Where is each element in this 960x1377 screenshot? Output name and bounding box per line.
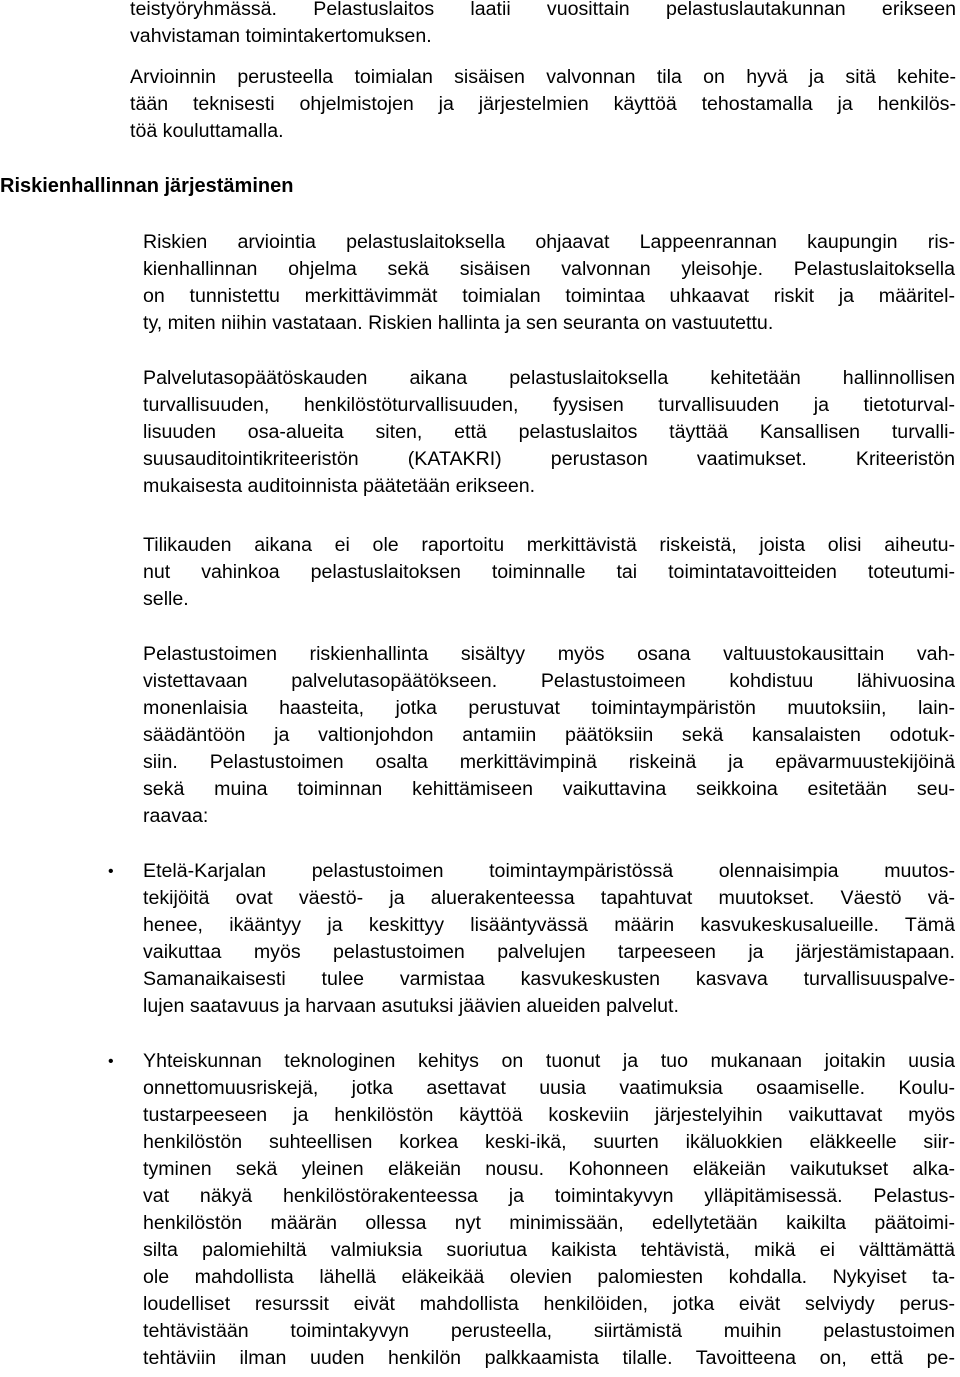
- text-line: suusauditointikriteeristön (KATAKRI) perustason vaatimukset. Kriteeristön: [143, 448, 955, 470]
- text-line: lujen saatavuus ja harvaan asutuksi jäävien alueiden palvelut.: [143, 995, 679, 1017]
- text-line: tustarpeeseen ja henkilöstön käyttöä koskeviin järjestelyihin vaikuttavat myös: [143, 1104, 955, 1126]
- text-line: tehtäviin ilman uuden henkilön palkkaamista tilalle. Tavoitteena on, että pe-: [143, 1347, 955, 1369]
- text-line: onnettomuusriskejä, jotka asettavat uusia vaatimuksia osaamiselle. Koulu-: [143, 1077, 955, 1099]
- text-line: mukaisesta auditoinnista päätetään erikseen.: [143, 475, 536, 497]
- text-line: Etelä-Karjalan pelastustoimen toimintaympäristössä olennaisimpia muutos-: [143, 860, 955, 882]
- text-line: teistyöryhmässä. Pelastuslaitos laatii vuosittain pelastuslautakunnan erikseen: [130, 0, 956, 20]
- text-line: selle.: [143, 588, 189, 610]
- text-line: henkilöstön määrän ollessa nyt minimissään, edellytetään kaikilta päätoimi-: [143, 1212, 955, 1234]
- text-line: Samanaikaisesti tulee varmistaa kasvukeskusten kasvava turvallisuuspalve-: [143, 968, 955, 990]
- text-line: sekä muina toiminnan kehittämiseen vaikuttavina seikkoina esitetään seu-: [143, 778, 955, 800]
- text-line: säädäntöön ja valtionjohdon antamiin päätöksiin sekä kansalaisten odotuk-: [143, 724, 955, 746]
- text-line: ty, miten niihin vastataan. Riskien hallinta ja sen seuranta on vastuutettu.: [143, 312, 774, 334]
- text-line: monenlaisia haasteita, jotka perustuvat toimintaympäristön muutoksiin, lain-: [143, 697, 955, 719]
- text-line: ole mahdollista lähellä eläkeikää olevien palomiesten kohdalla. Nykyiset ta-: [143, 1266, 955, 1288]
- section-heading: Riskienhallinnan järjestäminen: [0, 175, 294, 197]
- bullet-icon: •: [108, 1053, 114, 1070]
- text-line: vahvistaman toimintakertomuksen.: [130, 25, 432, 47]
- text-line: Yhteiskunnan teknologinen kehitys on tuonut ja tuo mukanaan joitakin uusia: [143, 1050, 955, 1072]
- text-line: on tunnistettu merkittävimmät toimialan toimintaa uhkaavat riskit ja määritel-: [143, 285, 955, 307]
- text-line: kienhallinnan ohjelma sekä sisäisen valvonnan yleisohje. Pelastuslaitoksella: [143, 258, 955, 280]
- text-line: henee, ikääntyy ja keskittyy lisääntyvässä määrin kasvukeskusalueille. Tämä: [143, 914, 955, 936]
- text-line: Riskien arviointia pelastuslaitoksella ohjaavat Lappeenrannan kaupungin ris-: [143, 231, 955, 253]
- text-line: Arvioinnin perusteella toimialan sisäisen valvonnan tila on hyvä ja sitä kehite-: [130, 66, 956, 88]
- text-line: lisuuden osa-alueita siten, että pelastuslaitos täyttää Kansallisen turvalli-: [143, 421, 955, 443]
- text-line: silta palomiehiltä valmiuksia suoriutua kaikista tehtävistä, mikä ei välttämättä: [143, 1239, 955, 1261]
- text-line: loudelliset resurssit eivät mahdollista henkilöiden, jotka eivät selviydy perus-: [143, 1293, 955, 1315]
- bullet-icon: •: [108, 863, 114, 880]
- text-line: töä kouluttamalla.: [130, 120, 284, 142]
- text-line: Palvelutasopäätöskauden aikana pelastuslaitoksella kehitetään hallinnollisen: [143, 367, 955, 389]
- text-line: tekijöitä ovat väestö- ja aluerakenteessa tapahtuvat muutokset. Väestö vä-: [143, 887, 955, 909]
- text-line: turvallisuuden, henkilöstöturvallisuuden, fyysisen turvallisuuden ja tietoturval-: [143, 394, 955, 416]
- text-line: Pelastustoimen riskienhallinta sisältyy myös osana valtuustokausittain vah-: [143, 643, 955, 665]
- text-line: vaikuttaa myös pelastustoimen palvelujen tarpeeseen ja järjestämistapaan.: [143, 941, 955, 963]
- text-line: raavaa:: [143, 805, 209, 827]
- text-line: nut vahinkoa pelastuslaitoksen toiminnalle tai toimintatavoitteiden toteutumi-: [143, 561, 955, 583]
- text-line: tyminen sekä yleinen eläkeiän nousu. Kohonneen eläkeiän vaikutukset alka-: [143, 1158, 955, 1180]
- text-line: tehtävistään toimintakyvyn perusteella, siirtämistä muihin pelastustoimen: [143, 1320, 955, 1342]
- text-line: tään teknisesti ohjelmistojen ja järjestelmien käyttöä tehostamalla ja henkilös-: [130, 93, 956, 115]
- text-line: Tilikauden aikana ei ole raportoitu merkittävistä riskeistä, joista olisi aiheutu-: [143, 534, 955, 556]
- text-line: vat näkyä henkilöstörakenteessa ja toimintakyvyn ylläpitämisessä. Pelastus-: [143, 1185, 955, 1207]
- text-line: henkilöstön suhteellisen korkea keski-ikä, suurten ikäluokkien eläkkeelle siir-: [143, 1131, 955, 1153]
- text-line: vistettavaan palvelutasopäätökseen. Pelastustoimeen kohdistuu lähivuosina: [143, 670, 955, 692]
- text-line: siin. Pelastustoimen osalta merkittävimpinä riskeinä ja epävarmuustekijöinä: [143, 751, 955, 773]
